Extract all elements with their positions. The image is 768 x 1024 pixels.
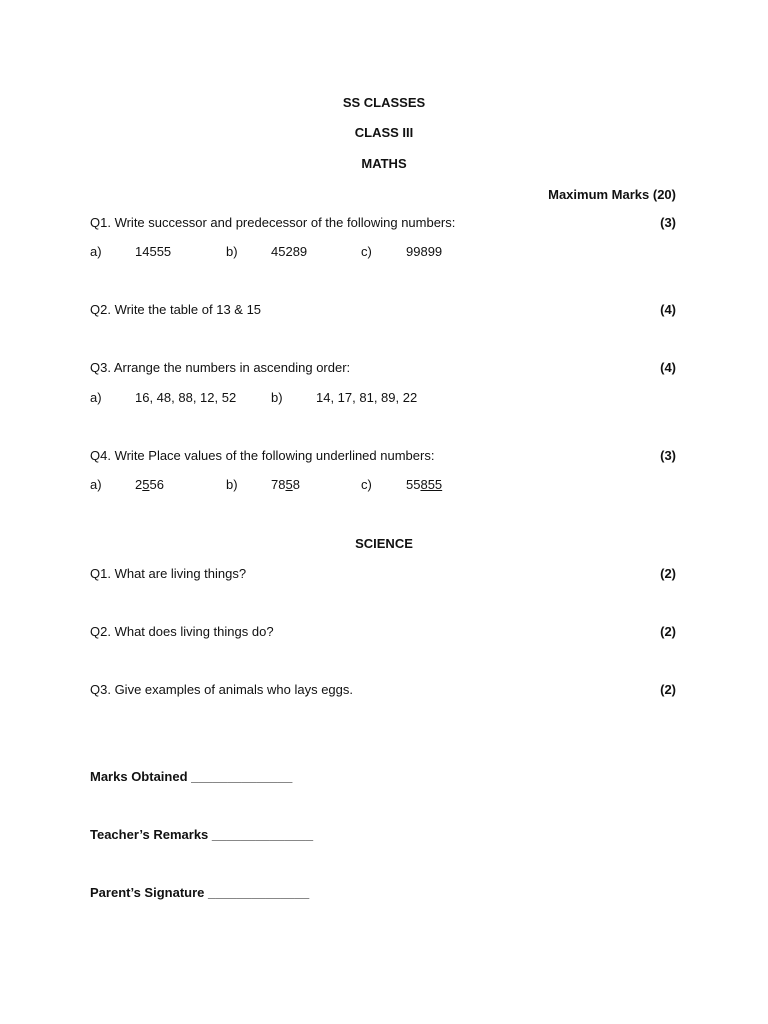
parent-signature-field: Parent’s Signature ______________ [90,885,310,900]
marks-obtained-field: Marks Obtained ______________ [90,769,293,784]
science-q3-marks: (2) [660,682,676,697]
maths-q4-b-value: 7858 [271,477,300,492]
class-title: CLASS III [354,125,414,140]
maths-q1-a-value: 14555 [135,244,172,259]
maths-q4-c-value: 55855 [406,477,443,492]
maths-q2-marks: (4) [660,302,676,317]
maths-q1-text: Q1. Write successor and predecessor of the following numbers: [90,215,456,230]
school-name: SS CLASSES [342,95,426,110]
underlined-digits: 855 [420,477,443,492]
science-title: SCIENCE [355,536,413,551]
maths-q4-marks: (3) [660,448,676,463]
maths-q1-a-label: a) [90,244,102,259]
science-q2-text: Q2. What does living things do? [90,624,274,639]
subject-title: MATHS [361,156,407,171]
science-q1-text: Q1. What are living things? [90,566,247,581]
maths-q3-a-value: 16, 48, 88, 12, 52 [135,390,237,405]
maths-q4-text: Q4. Write Place values of the following underlined numbers: [90,448,435,463]
maths-q3-b-label: b) [271,390,283,405]
maths-q4-c-label: c) [361,477,372,492]
maths-q1-b-label: b) [226,244,238,259]
underlined-digit: 5 [285,477,293,492]
science-q3-text: Q3. Give examples of animals who lays eggs. [90,682,354,697]
underlined-digit: 5 [142,477,150,492]
teacher-remarks-field: Teacher’s Remarks ______________ [90,827,314,842]
maths-q1-c-value: 99899 [406,244,443,259]
maths-q3-text: Q3. Arrange the numbers in ascending order: [90,360,351,375]
maths-q4-a-label: a) [90,477,102,492]
science-q1-marks: (2) [660,566,676,581]
maximum-marks: Maximum Marks (20) [548,187,676,202]
science-q2-marks: (2) [660,624,676,639]
maths-q4-b-label: b) [226,477,238,492]
maths-q4-a-value: 2556 [135,477,164,492]
maths-q1-marks: (3) [660,215,676,230]
maths-q1-b-value: 45289 [271,244,308,259]
maths-q3-marks: (4) [660,360,676,375]
maths-q1-c-label: c) [361,244,372,259]
maths-q2-text: Q2. Write the table of 13 & 15 [90,302,262,317]
maths-q3-b-value: 14, 17, 81, 89, 22 [316,390,418,405]
maths-q3-a-label: a) [90,390,102,405]
